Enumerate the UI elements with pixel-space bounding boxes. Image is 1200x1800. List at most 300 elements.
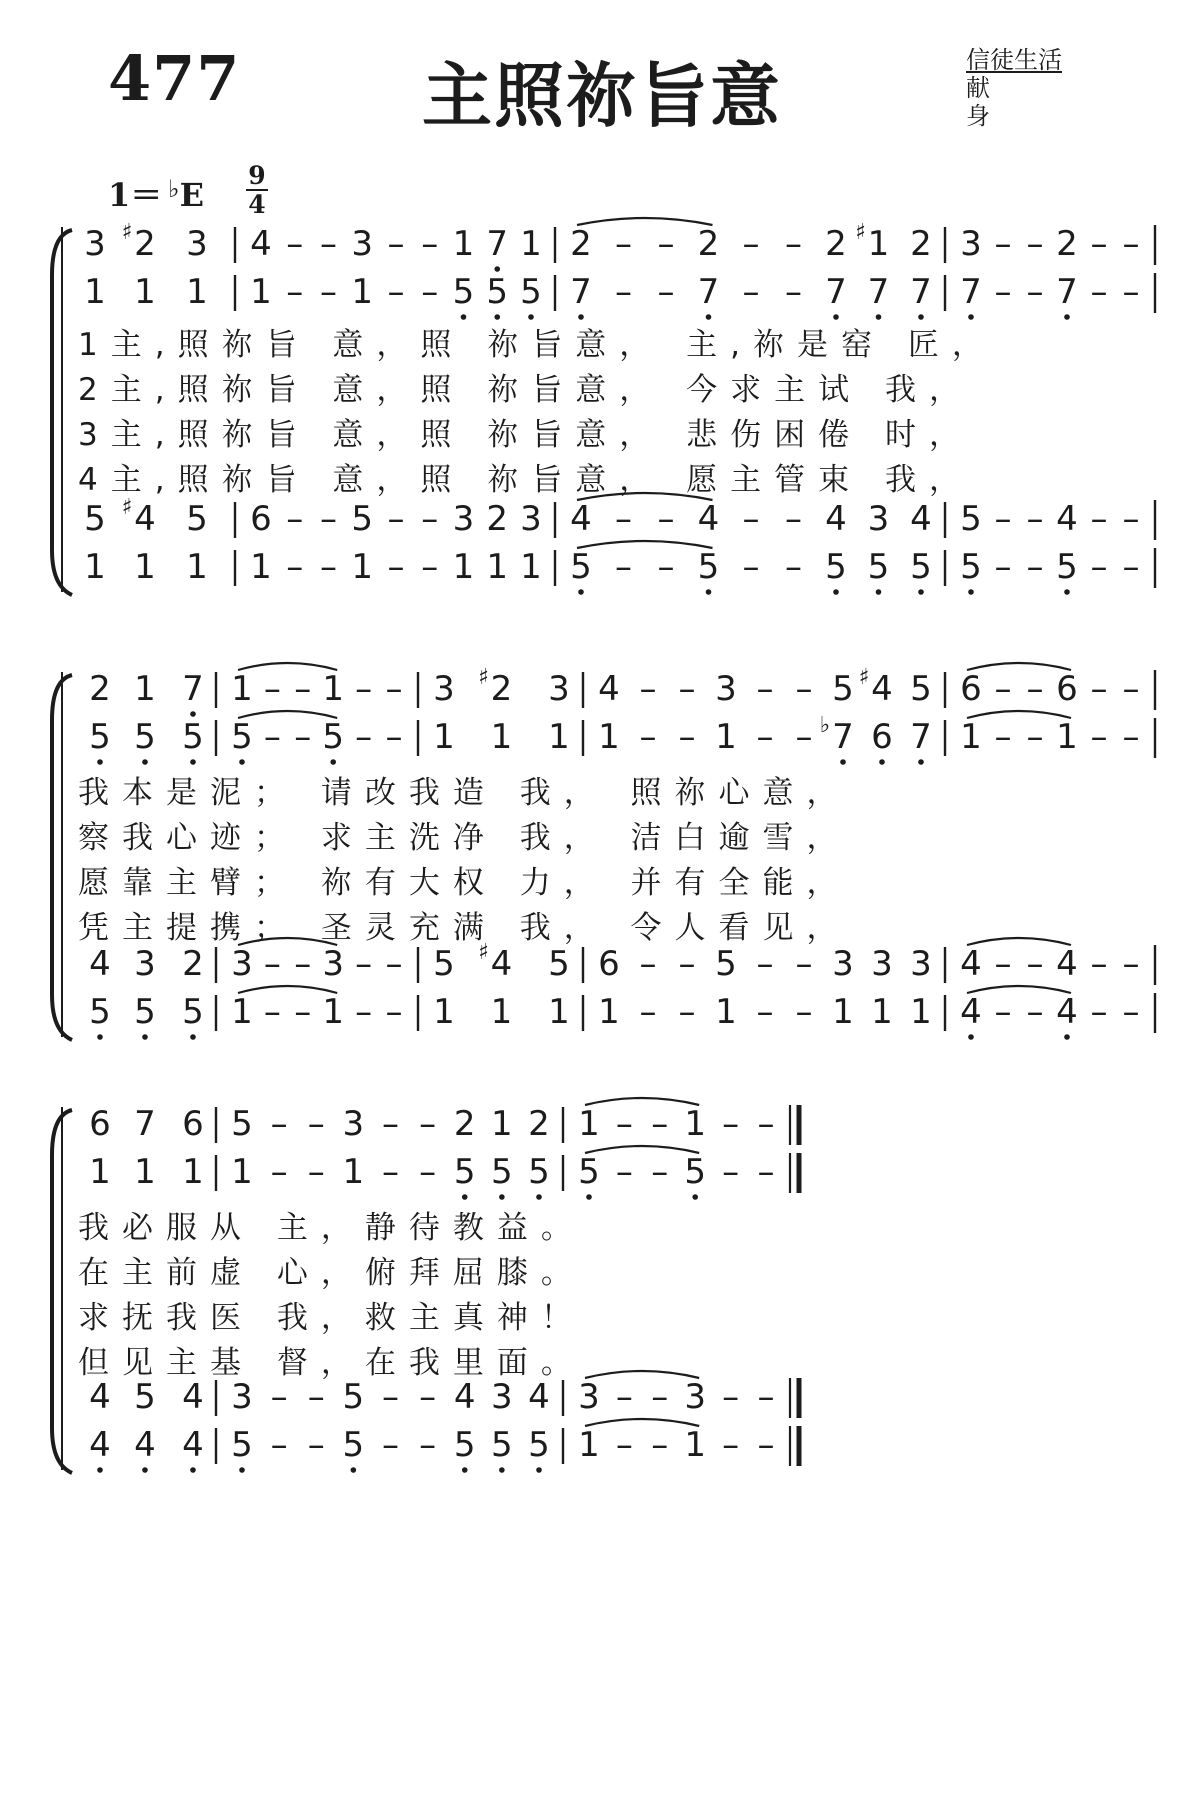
note [1123, 669, 1140, 709]
note [855, 220, 889, 264]
lyric-line [78, 910, 851, 946]
note-digit: – [286, 499, 304, 539]
note [182, 944, 204, 984]
note-digit: – [286, 272, 304, 312]
note-digit: 1 [1056, 717, 1078, 757]
note [134, 547, 156, 587]
note-digit: – [1090, 224, 1108, 264]
note-digit: 1 [490, 717, 513, 757]
note-digit: 4 [570, 499, 592, 539]
octave-dot-below [536, 1467, 542, 1473]
note-digit: 7 [697, 272, 720, 312]
note-digit: – [307, 1425, 325, 1465]
note [1027, 992, 1044, 1032]
note-digit: – [270, 1377, 288, 1417]
note [1027, 944, 1044, 984]
note [520, 272, 542, 320]
accidental: ♯ [478, 665, 489, 690]
note-digit: 2 [528, 1104, 550, 1144]
note [640, 992, 657, 1032]
note-digit: – [678, 669, 696, 709]
octave-dot-below [142, 759, 148, 765]
note [89, 717, 111, 765]
octave-dot-below [190, 759, 196, 765]
note-digit: 3 [871, 944, 893, 984]
note [351, 547, 373, 587]
note-digit: – [1026, 547, 1044, 587]
note [960, 669, 982, 709]
note-digit: – [795, 717, 813, 757]
note-digit: 3 [186, 224, 208, 264]
slur [577, 541, 713, 548]
note [910, 944, 932, 984]
octave-dot-below [879, 759, 885, 765]
note [758, 1377, 775, 1417]
note [1091, 224, 1108, 264]
note-digit: 4 [871, 669, 893, 709]
note [577, 493, 719, 539]
octave-dot-below [876, 314, 882, 320]
note [491, 1377, 513, 1417]
note-digit: 1 [342, 1152, 365, 1192]
note [388, 547, 405, 587]
note-digit: – [421, 272, 439, 312]
octave-dot-below [190, 1467, 196, 1473]
note [453, 499, 475, 539]
note-digit: 1 [598, 717, 620, 757]
note-digit: – [657, 272, 675, 312]
note-digit: 3 [231, 944, 253, 984]
note-digit: 3 [433, 669, 455, 709]
note [294, 944, 311, 984]
note [89, 944, 111, 984]
note-digit: 1 [578, 1104, 600, 1144]
note [386, 717, 403, 757]
note [910, 499, 932, 539]
note [491, 1104, 513, 1144]
note [570, 224, 592, 264]
accidental: ♯ [121, 495, 133, 520]
note [960, 224, 982, 264]
note [454, 1425, 476, 1473]
note [134, 272, 156, 312]
note [785, 547, 802, 587]
note-digit: 6 [182, 1104, 204, 1144]
note [308, 1425, 325, 1465]
note [231, 1425, 253, 1473]
note [1091, 944, 1108, 984]
note [758, 1152, 775, 1192]
note [182, 1104, 204, 1144]
note [743, 547, 760, 587]
note-digit: 7 [134, 1104, 156, 1144]
staff-line [84, 218, 1155, 272]
note [1091, 992, 1108, 1032]
note-digit: – [382, 1377, 399, 1417]
note [616, 1377, 633, 1417]
note-digit: 5 [832, 669, 854, 709]
note [182, 669, 204, 717]
note-digit: – [286, 224, 304, 264]
note-digit: – [657, 547, 675, 587]
note-digit: 2 [1056, 224, 1078, 264]
note [679, 717, 696, 757]
octave-dot-below [706, 589, 712, 595]
note [615, 272, 632, 312]
note [743, 499, 760, 539]
slur [585, 1371, 699, 1378]
note-digit: 1 [490, 992, 513, 1032]
note [528, 1377, 550, 1417]
note [453, 224, 475, 264]
note-digit: 1 [910, 992, 932, 1032]
note-digit: 2 [134, 224, 156, 264]
note-digit: 3 [910, 944, 932, 984]
note [578, 1152, 600, 1200]
note [528, 1425, 550, 1473]
note-digit: 4 [960, 944, 982, 984]
note-digit: – [263, 717, 281, 757]
category-line-2: 献身 [966, 74, 1030, 130]
staff-line [89, 663, 1155, 717]
accidental: ♯ [855, 220, 866, 245]
note-digit: – [263, 669, 281, 709]
note-digit: 1 [231, 1152, 253, 1192]
note-digit: – [1090, 944, 1108, 984]
note-digit: 4 [960, 992, 982, 1032]
note-digit: 1 [520, 547, 542, 587]
note-digit: – [757, 1425, 775, 1465]
note-digit: – [1026, 272, 1044, 312]
note-digit: 1 [832, 992, 854, 1032]
note [238, 663, 344, 709]
note [548, 992, 570, 1032]
note-digit: 4 [89, 1377, 111, 1417]
note [528, 1152, 550, 1200]
note [910, 272, 932, 320]
note [486, 224, 508, 272]
note [454, 1377, 476, 1417]
note [520, 547, 542, 587]
note [585, 1146, 706, 1200]
note-digit: 5 [182, 992, 204, 1032]
note [84, 499, 106, 539]
note [382, 1425, 399, 1465]
note-digit: 6 [89, 1104, 111, 1144]
note [351, 224, 373, 264]
note-digit: – [387, 547, 405, 587]
note [967, 663, 1078, 709]
lyric-line [78, 820, 851, 856]
note-digit: – [1122, 944, 1140, 984]
note [616, 1104, 633, 1144]
note [995, 547, 1012, 587]
octave-dot-below [918, 314, 924, 320]
note [785, 272, 802, 312]
note-digit: – [657, 499, 675, 539]
note [491, 992, 513, 1032]
note [231, 944, 253, 984]
note-digit: – [421, 547, 439, 587]
note [231, 1377, 253, 1417]
note-digit: 5 [231, 1425, 253, 1465]
note-digit: – [639, 717, 657, 757]
octave-dot-below [239, 1467, 245, 1473]
note [871, 944, 893, 984]
note-digit: 3 [342, 1104, 365, 1144]
note [995, 717, 1012, 757]
note-digit: – [1026, 992, 1044, 1032]
note-digit: – [756, 717, 774, 757]
note-digit: 1 [134, 669, 156, 709]
lyric-line [78, 865, 851, 901]
lyric-text: 我本是泥； 请改我造 我， 照祢心意， [78, 775, 851, 811]
note-digit: – [320, 224, 337, 264]
note [453, 547, 475, 587]
note [286, 224, 303, 264]
note-digit: – [994, 272, 1012, 312]
note-digit: – [1122, 992, 1140, 1032]
note [271, 1377, 288, 1417]
note [134, 944, 156, 984]
note-digit: – [722, 1104, 740, 1144]
note [825, 224, 847, 264]
note [615, 547, 632, 587]
note [698, 272, 720, 320]
note-digit: 2 [486, 499, 509, 539]
note-digit: – [294, 944, 312, 984]
note [757, 669, 774, 709]
note-digit: 1 [84, 272, 106, 312]
note [548, 944, 570, 984]
note [1123, 272, 1140, 312]
note [271, 1425, 288, 1465]
note-digit: 3 [867, 499, 890, 539]
note [722, 1104, 739, 1144]
note [433, 992, 455, 1032]
note [585, 1098, 706, 1144]
octave-dot-below [578, 589, 584, 595]
note-digit: 4 [598, 669, 620, 709]
note-digit: 5 [960, 547, 982, 587]
octave-dot-below [499, 1467, 505, 1473]
note-digit: 5 [684, 1152, 707, 1192]
note [679, 944, 696, 984]
note-digit: 1 [520, 224, 542, 264]
note [960, 992, 982, 1040]
note-digit: 5 [433, 944, 455, 984]
note [84, 224, 106, 264]
note-digit: – [757, 1104, 775, 1144]
note [343, 1425, 365, 1473]
note [832, 944, 854, 984]
note [294, 992, 311, 1032]
note [722, 1425, 739, 1465]
note-digit: – [385, 717, 403, 757]
note-digit: – [639, 944, 657, 984]
note-digit: – [795, 669, 813, 709]
note-digit: 5 [453, 1152, 476, 1192]
note [182, 1152, 204, 1192]
note-digit: – [795, 944, 813, 984]
lyric-text: 3主,照祢旨 意，照 祢旨意， 悲伤困倦 时， [78, 417, 973, 453]
note-digit: – [385, 992, 403, 1032]
note [250, 499, 272, 539]
lyric-text: 求抚我医 我，救主真神！ [78, 1300, 585, 1336]
note-digit: – [651, 1104, 669, 1144]
note-digit: 5 [528, 1425, 550, 1465]
note-digit: – [994, 992, 1012, 1032]
note-digit: – [1122, 547, 1140, 587]
note-digit: – [382, 1152, 399, 1192]
note-digit: 2 [570, 224, 592, 264]
note-digit: 1 [433, 992, 455, 1032]
accidental: ♯ [121, 220, 133, 245]
note [651, 1104, 668, 1144]
note-digit: 1 [715, 992, 737, 1032]
note-digit: 1 [433, 717, 455, 757]
note [1123, 717, 1140, 757]
note-digit: 1 [322, 669, 345, 709]
note [231, 717, 253, 765]
note [651, 1425, 668, 1465]
note [382, 1104, 399, 1144]
octave-dot-below [536, 1194, 542, 1200]
note [433, 717, 455, 757]
lyric-line [78, 1345, 585, 1381]
note [388, 272, 405, 312]
note-digit: – [785, 547, 802, 587]
note [421, 499, 438, 539]
note [616, 1425, 633, 1465]
note [796, 717, 813, 757]
note-digit: 5 [528, 1152, 550, 1192]
octave-dot-below [1064, 589, 1070, 595]
note-digit: 4 [490, 944, 513, 984]
note [320, 272, 337, 312]
flat-sign: ♭ [168, 174, 180, 203]
note-digit: – [320, 499, 337, 539]
note [182, 1425, 204, 1473]
note [386, 944, 403, 984]
octave-dot-below [190, 711, 196, 717]
note [89, 1152, 111, 1192]
note-digit: – [678, 944, 696, 984]
note [578, 1377, 600, 1417]
note [238, 986, 344, 1032]
note-digit: – [756, 669, 774, 709]
note [182, 992, 204, 1040]
note-digit: 6 [960, 669, 982, 709]
note-digit: 3 [351, 224, 374, 264]
note [1027, 547, 1044, 587]
note-digit: 5 [186, 499, 208, 539]
note-digit: 7 [825, 272, 847, 312]
note-digit: – [421, 499, 439, 539]
note [825, 499, 847, 539]
note-digit: 4 [250, 224, 272, 264]
octave-dot-below [1064, 1034, 1070, 1040]
note [1091, 547, 1108, 587]
note-digit: 1 [186, 272, 208, 312]
lyric-line [78, 775, 851, 811]
note [570, 499, 592, 539]
note-digit: 5 [322, 717, 345, 757]
octave-dot-below [499, 1194, 505, 1200]
note [182, 717, 204, 765]
hymn-number: 477 [108, 42, 241, 115]
note-digit: 2 [697, 224, 720, 264]
lyric-line [78, 462, 973, 498]
note [355, 944, 372, 984]
note-digit: 7 [910, 717, 932, 757]
note-digit: 4 [89, 944, 111, 984]
note-digit: 5 [231, 717, 253, 757]
note [186, 272, 208, 312]
note-digit: – [1122, 717, 1140, 757]
note [419, 1377, 436, 1417]
note [1123, 499, 1140, 539]
note [454, 1152, 476, 1200]
note [382, 1152, 399, 1192]
note [294, 669, 311, 709]
note-digit: 5 [89, 717, 111, 757]
note [343, 1152, 365, 1192]
note-digit: 7 [182, 669, 204, 709]
note-digit: – [421, 224, 439, 264]
note [722, 1152, 739, 1192]
hymn-title: 主照祢旨意 [422, 55, 782, 137]
note [491, 1425, 513, 1473]
music-system [52, 218, 1155, 595]
note-digit: – [263, 992, 281, 1032]
note [832, 669, 854, 709]
octave-dot-below [968, 589, 974, 595]
note-digit: 1 [548, 717, 570, 757]
note [491, 717, 513, 757]
note-digit: 1 [351, 272, 374, 312]
lyric-line [78, 372, 973, 408]
note-digit: – [307, 1377, 325, 1417]
octave-dot-below [918, 589, 924, 595]
lyric-line [78, 1255, 585, 1291]
note-digit: – [270, 1425, 288, 1465]
note [679, 669, 696, 709]
slur [577, 218, 713, 225]
note [89, 1425, 111, 1473]
note [134, 1104, 156, 1144]
note [1027, 717, 1044, 757]
note-digit: 5 [867, 547, 890, 587]
octave-dot-below [586, 1194, 592, 1200]
note [548, 669, 570, 709]
note [757, 992, 774, 1032]
staff-line [89, 986, 1155, 1040]
lyric-text: 4主,照祢旨 意，照 祢旨意， 愿主管束 我， [78, 462, 973, 498]
note-digit: 5 [960, 499, 982, 539]
note-digit: – [994, 669, 1012, 709]
note [995, 992, 1012, 1032]
note [995, 944, 1012, 984]
note-digit: 4 [89, 1425, 111, 1465]
note-digit: 5 [578, 1152, 600, 1192]
note-digit: 7 [486, 224, 509, 264]
note [486, 272, 508, 320]
note [616, 1152, 633, 1192]
note-digit: – [1122, 669, 1140, 709]
note-digit: – [286, 547, 304, 587]
note-digit: – [294, 992, 312, 1032]
